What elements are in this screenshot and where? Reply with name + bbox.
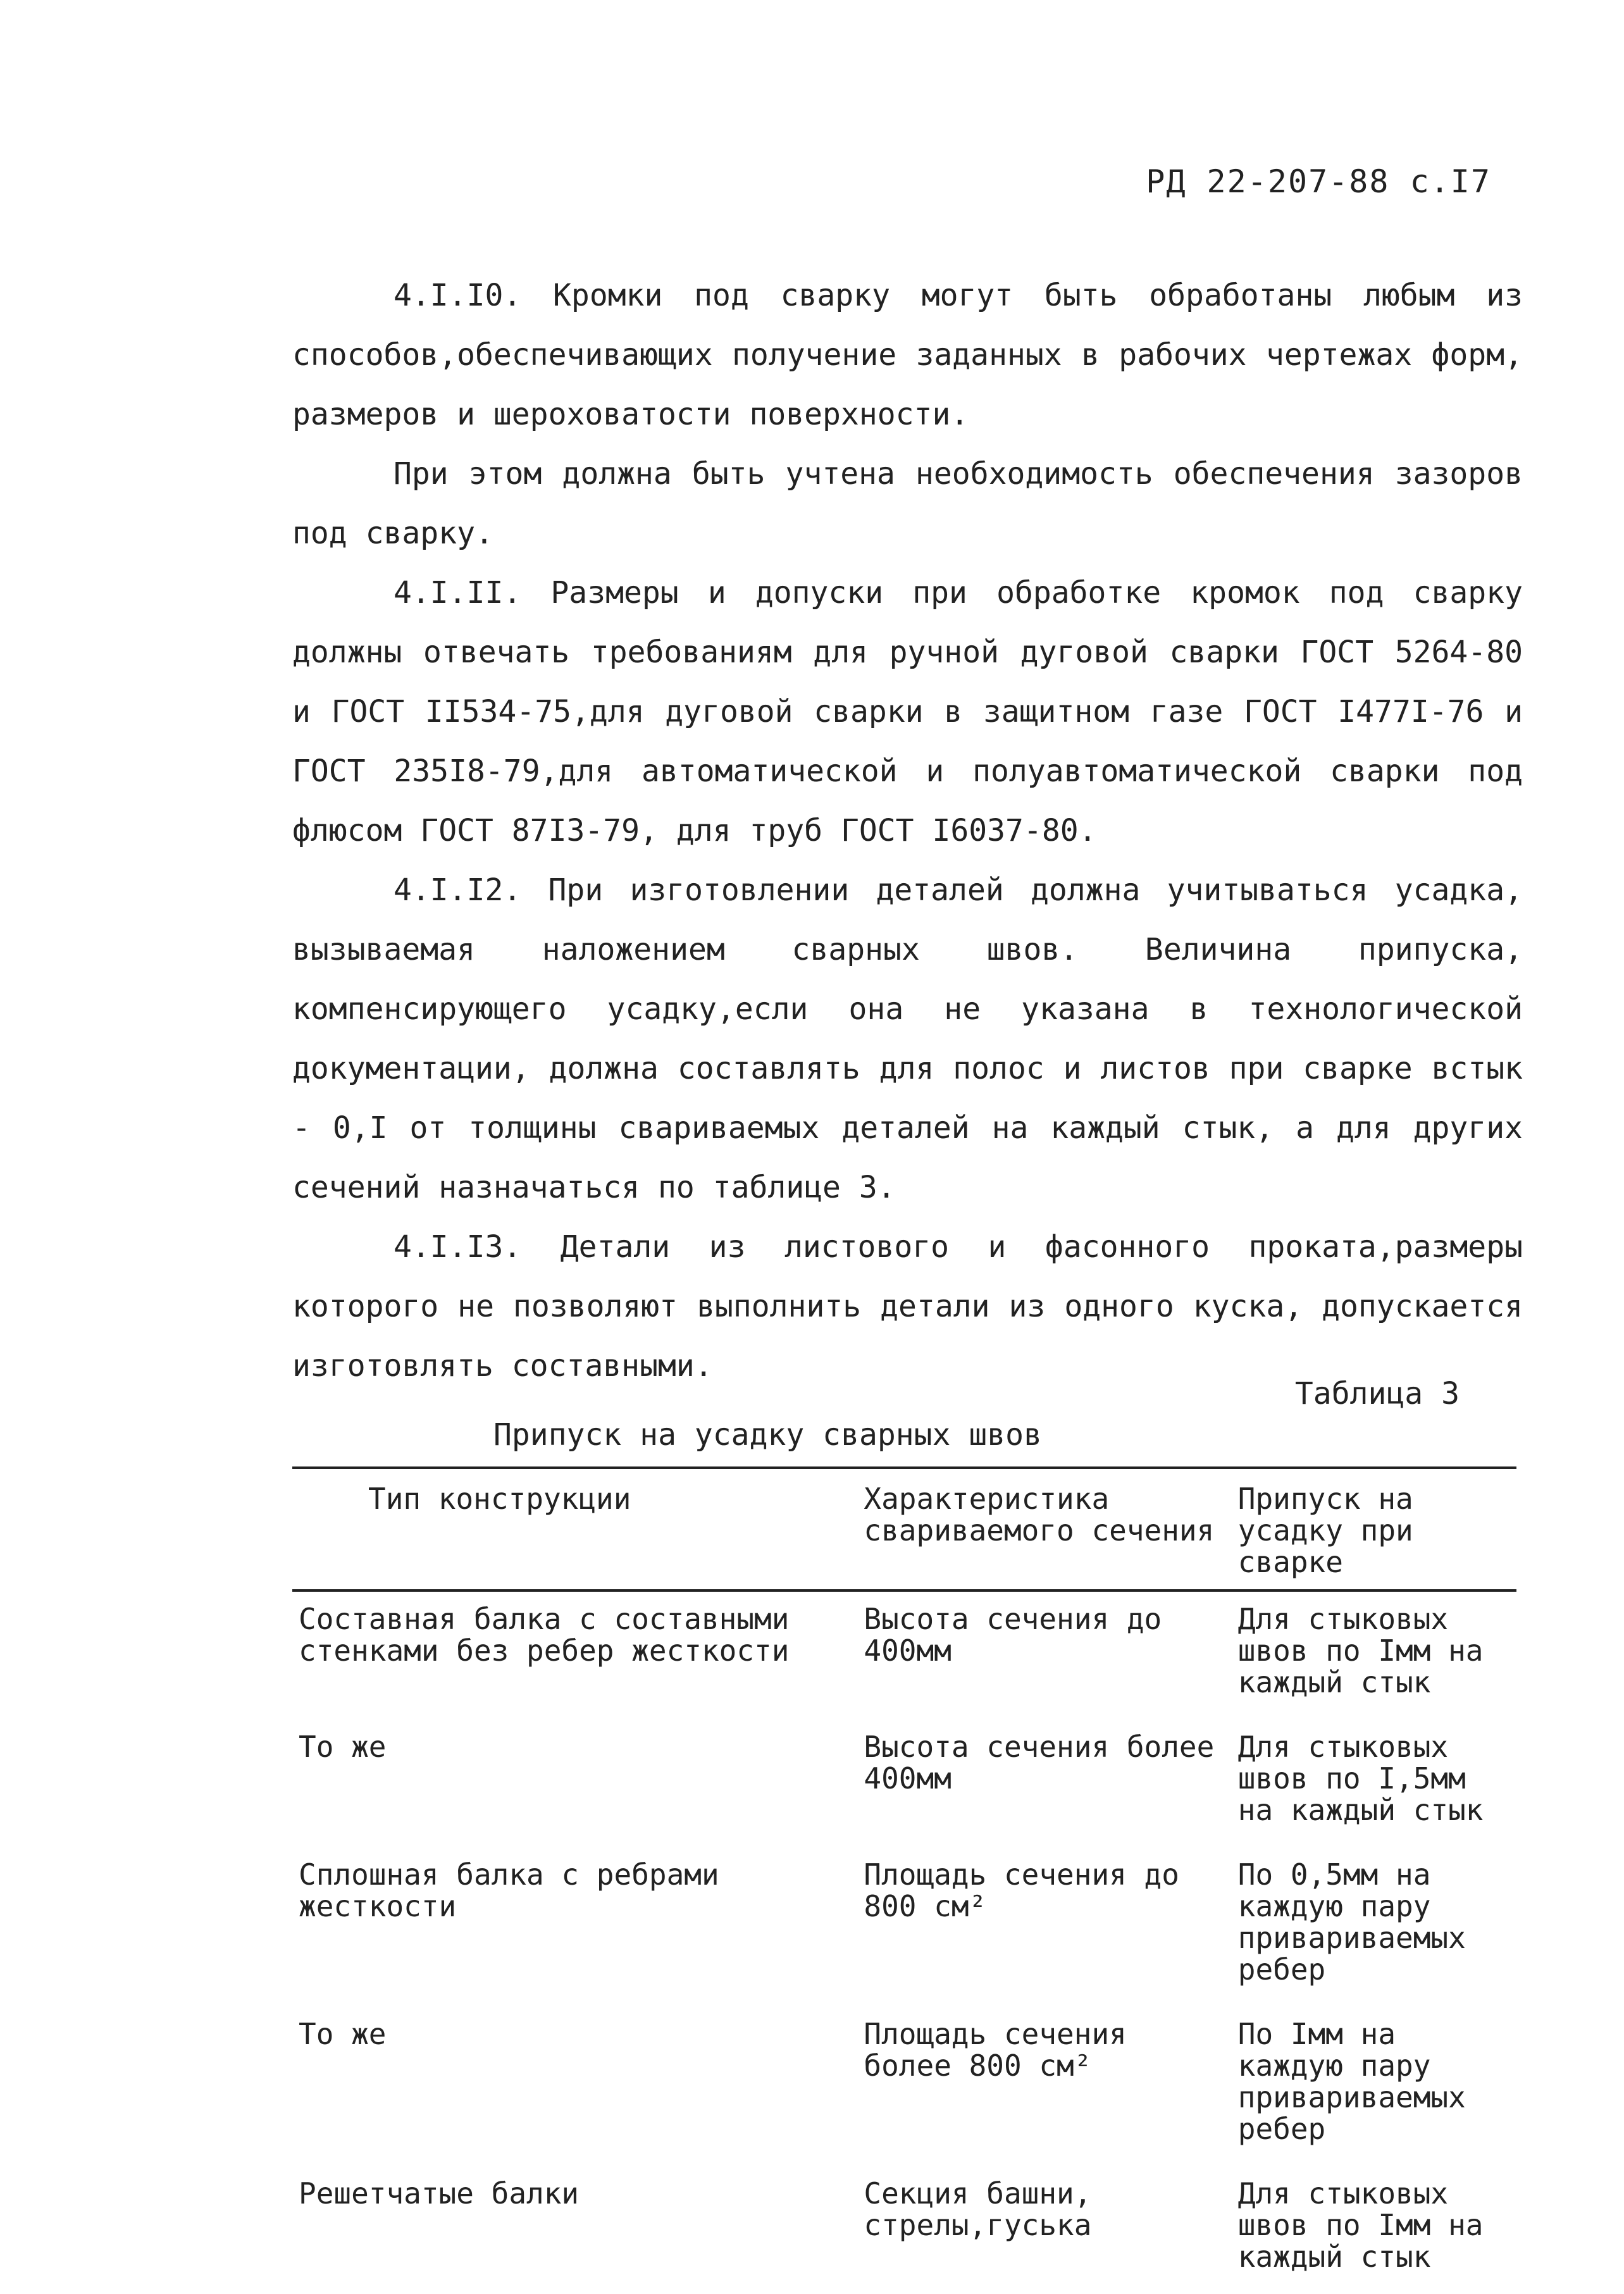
cell-section-characteristic: Высота сечения до 400мм: [864, 1602, 1162, 1668]
cell-shrinkage-allowance: Для стыковых швов по I,5мм на каждый стык: [1237, 1730, 1484, 1827]
paragraph-4-1-13: 4.I.I3. Детали из листового и фасонного проката,размеры которого не позволяют выполнить детали из одного куска, допускается изготовлять составными.: [292, 1229, 1523, 1384]
cell-section-characteristic: Площадь сечения до 800 см²: [864, 1857, 1179, 1923]
shrinkage-allowance-table: [292, 1466, 1516, 2294]
header-section-characteristic: Характеристика свариваемого сечения: [857, 1468, 1231, 1590]
table-row: [292, 1720, 1516, 1847]
document-body: [292, 266, 1523, 1396]
cell-construction-type: Составная балка с составными стенками без ребер жесткости: [299, 1602, 790, 1668]
cell-construction-type: Сплошная балка с ребрами жесткости: [299, 1857, 719, 1923]
table-row: [292, 2007, 1516, 2166]
cell-section-characteristic: Секция башни, стрелы,гуська: [864, 2176, 1092, 2242]
cell-shrinkage-allowance: По 0,5мм на каждую пару привариваемых ребер: [1237, 1857, 1466, 1987]
paragraph-4-1-11: 4.I.II. Размеры и допуски при обработке кромок под сварку должны отвечать требованиям для ручной дуговой сварки ГОСТ 5264-80 и ГОСТ II534-75,для дуговой сварки в защитном газе ГОСТ I477I-76 и ГОСТ 235I8-79,для автоматической и полуавтоматической сварки под флюсом ГОСТ 87I3-79, для труб ГОСТ I6037-80.: [292, 575, 1523, 848]
document-reference: РД 22-207-88 с.I7: [1146, 163, 1491, 200]
paragraph-gaps-note: При этом должна быть учтена необходимость обеспечения зазоров под сварку.: [292, 456, 1523, 551]
table-row: [292, 1590, 1516, 1720]
cell-construction-type: То же: [299, 1730, 387, 1764]
cell-section-characteristic: Площадь сечения более 800 см²: [864, 2017, 1127, 2083]
table-caption: Таблица 3: [1294, 1376, 1460, 1411]
table-row: [292, 2166, 1516, 2294]
cell-shrinkage-allowance: Для стыковых швов по Iмм на каждый стык: [1237, 1602, 1484, 1699]
table-row: [292, 1847, 1516, 2007]
paragraph-4-1-12: 4.I.I2. При изготовлении деталей должна учитываться усадка, вызываемая наложением сварных швов. Величина припуска, компенсирующего усадку,если она не указана в технологической документации, должна составлять для полос и листов при сварке встык - 0,I от толщины свариваемых деталей на каждый стык, а для других сечений назначаться по таблице 3.: [292, 872, 1523, 1205]
header-shrinkage-allowance: Припуск на усадку при сварке: [1232, 1468, 1516, 1590]
table-header-row: [292, 1468, 1516, 1590]
paragraph-4-1-10: 4.I.I0. Кромки под сварку могут быть обработаны любым из способов,обеспечивающих получение заданных в рабочих чертежах форм, размеров и шероховатости поверхности.: [292, 278, 1523, 432]
cell-section-characteristic: Высота сечения более 400мм: [864, 1730, 1215, 1795]
header-construction-type: Тип конструкции: [292, 1468, 857, 1590]
table-title: Припуск на усадку сварных швов: [493, 1417, 1042, 1453]
cell-shrinkage-allowance: Для стыковых швов по Iмм на каждый стык: [1237, 2176, 1484, 2274]
cell-shrinkage-allowance: По Iмм на каждую пару привариваемых ребер: [1237, 2017, 1466, 2146]
cell-construction-type: Решетчатые балки: [299, 2176, 580, 2210]
cell-construction-type: То же: [299, 2017, 387, 2051]
